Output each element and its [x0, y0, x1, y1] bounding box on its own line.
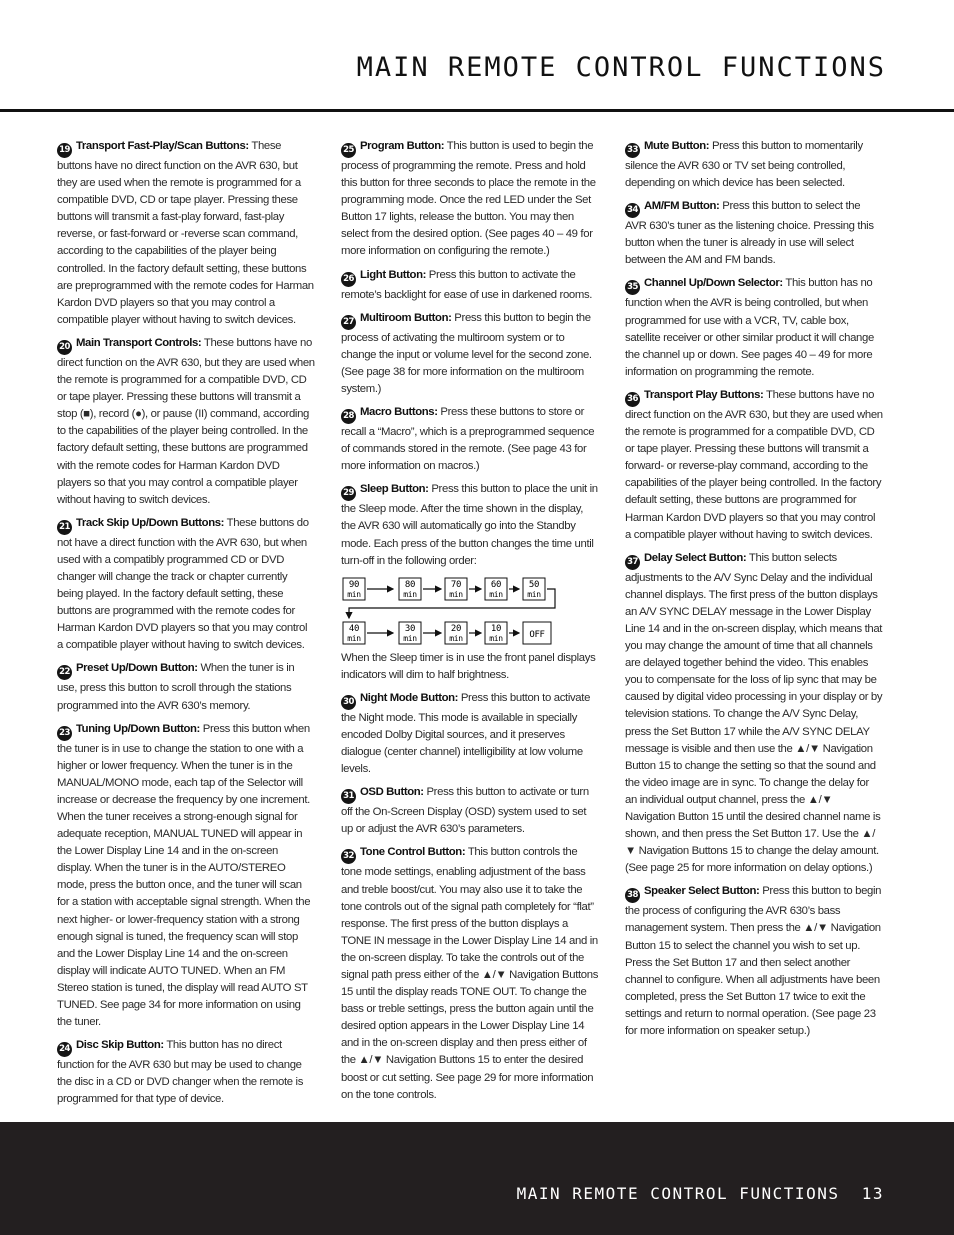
page-title: MAIN REMOTE CONTROL FUNCTIONS — [356, 52, 886, 83]
item-text: These buttons have no direct function on the AVR 630, but they are used when the remote is programmed for a compatible DVD, CD or tape player. Pressing these buttons will transmit a forward- or reverse-play command, according to the capabilities of the player being controlled. In the factory default setting, these buttons are programmed for Harman Kardon DVD players so that you may control a compatible player without having to switch devices. — [625, 388, 883, 541]
footer-title: MAIN REMOTE CONTROL FUNCTIONS — [516, 1184, 840, 1203]
sleep-value-60: 60 — [490, 579, 502, 590]
item-text: Press this button to begin the process of activating the multiroom system or to change the input or volume level for the second zone. (See page 38 for more information on the multiroom system.) — [341, 311, 592, 395]
item-title: Transport Play Buttons: — [644, 388, 764, 401]
number-badge: 22 — [57, 665, 72, 680]
item-36 — [625, 387, 883, 544]
sleep-unit: min — [347, 633, 361, 643]
column-3 — [625, 138, 883, 1046]
item-22 — [57, 660, 315, 714]
sleep-unit: min — [403, 589, 417, 599]
item-text: This button controls the tone mode settings, enabling adjustment of the bass and treble boost/cut. You may also use it to take the tone controls out of the signal path completely for “flat” response. The first press of the button displays a TONE IN message in the Lower Display Line 14 and in the on-screen display. To take the controls out of the signal path press either of the ▲/▼ Navigation Buttons 15 until the display reads TONE OUT. To change the bass or treble settings, press the button again until the desired option appears in the Lower Display Line 14 and in the on-screen display and then press either of the ▲/▼ Navigation Buttons 15 to enter the desired boost or cut setting. See page 29 for more information on the tone controls. — [341, 846, 599, 1101]
item-text: This button has no direct function for the AVR 630 but may be used to change the disc in a CD or DVD changer when the remote is programmed for that type of device. — [57, 1039, 304, 1106]
sleep-value-off: OFF — [529, 629, 545, 640]
number-badge: 19 — [57, 143, 72, 158]
item-text: When the tuner is in use, press this button to scroll through the stations programmed into the AVR 630’s memory. — [57, 662, 295, 712]
number-badge: 27 — [341, 315, 356, 330]
item-28 — [341, 404, 599, 475]
footer-label — [517, 1184, 884, 1203]
item-title: AM/FM Button: — [644, 200, 720, 213]
number-badge: 33 — [625, 143, 640, 158]
item-text: These buttons have no direct function on the AVR 630, but they are used when the remote is programmed for a compatible DVD, CD or tape player. Pressing these buttons will transmit a fast-play forward, fast-play reverse, or fast-forward or -reverse scan command, according to the capabilities of the player being controlled. In the factory default setting, these buttons are preprogrammed with the remote codes for Harman Kardon DVD players so that you may control a compatible player without having to switch devices. — [57, 140, 314, 326]
number-badge: 21 — [57, 520, 72, 535]
item-title: Tuning Up/Down Button: — [76, 722, 200, 735]
item-text: Press this button to activate the Night mode. This mode is available in specially encoded Dolby Digital sources, and it preserves dialogue (center channel) intelligibility at low volume levels. — [341, 691, 591, 776]
sleep-value-30: 30 — [404, 623, 416, 634]
number-badge: 31 — [341, 789, 356, 804]
item-24 — [57, 1037, 315, 1108]
item-27 — [341, 310, 599, 398]
sleep-value-20: 20 — [450, 623, 462, 634]
item-title: Preset Up/Down Button: — [76, 662, 198, 675]
item-title: Light Button: — [360, 268, 426, 281]
number-badge: 35 — [625, 280, 640, 295]
item-text: This button selects adjustments to the A/V Sync Delay and the individual channel displays. The first press of the button displays an A/V SYNC DELAY message in the Lower Display Line 14 and in the on-screen display, which means that you may change the amount of time that all channels are delayed together behind the video. This enables you to compensate for the loss of lip sync that may be caused by digital video processing in your display or by television stations. To change the A/V Sync Delay, press the Set Button 17 while the A/V SYNC DELAY message is visible and then use the ▲/▼ Navigation Button 15 to change the setting so that the sound and the video image are in sync. To change the delay for an individual output channel, press the ▲/▼ Navigation Button 15 until the desired channel name is shown, and then press the Set Button 17. Use the ▲/▼ Navigation Buttons 15 to change the delay amount. (See page 25 for more information on delay options.) — [625, 551, 883, 875]
item-text: Press this button to activate the remote’s backlight for ease of use in darkened rooms. — [341, 268, 593, 301]
item-text-after: When the Sleep timer is in use the front panel displays indicators will dim to half brightness. — [341, 651, 596, 681]
item-title: Delay Select Button: — [644, 551, 747, 564]
sleep-value-40: 40 — [348, 623, 360, 634]
item-title: Tone Control Button: — [360, 846, 466, 859]
number-badge: 26 — [341, 272, 356, 287]
item-20 — [57, 335, 315, 509]
page-number: 13 — [861, 1184, 884, 1203]
item-title: Sleep Button: — [360, 483, 429, 496]
sleep-value-70: 70 — [450, 579, 462, 590]
sleep-timer-diagram — [341, 576, 596, 646]
sleep-value-50: 50 — [528, 579, 540, 590]
item-title: Transport Fast-Play/Scan Buttons: — [76, 140, 249, 152]
number-badge: 32 — [341, 849, 356, 864]
number-badge: 25 — [341, 143, 356, 158]
footer-band — [0, 1122, 954, 1235]
item-title: Macro Buttons: — [360, 406, 438, 419]
item-text: Press this button to place the unit in the Sleep mode. After the time shown in the display, the AVR 630 will automatically go into the Standby mode. Each press of the button changes the time until turn-off in the following order: — [341, 483, 598, 567]
sleep-unit: min — [403, 633, 417, 643]
header-rule — [0, 109, 954, 112]
column-2 — [341, 138, 599, 1110]
number-badge: 30 — [341, 695, 356, 710]
item-34 — [625, 198, 883, 269]
item-text: Press this button to momentarily silence the AVR 630 or TV set being controlled, depending on which device has been selected. — [625, 140, 863, 190]
item-33 — [625, 138, 883, 192]
item-text: Press this button to activate or turn off the On-Screen Display (OSD) system used to set up or adjust the AVR 630’s parameters. — [341, 786, 589, 836]
item-title: Channel Up/Down Selector: — [644, 277, 783, 290]
item-38 — [625, 883, 883, 1040]
item-title: Night Mode Button: — [360, 691, 459, 704]
item-title: Main Transport Controls: — [76, 336, 202, 349]
item-31 — [341, 784, 599, 838]
sleep-unit: min — [489, 589, 503, 599]
column-1 — [57, 138, 315, 1115]
sleep-unit: min — [489, 633, 503, 643]
sleep-unit: min — [347, 589, 361, 599]
item-text: These buttons do not have a direct function with the AVR 630, but when used with a compatibly programmed CD or DVD changer will change the track or chapter currently being played. In the factory default setting, these buttons are programmed with the remote codes for Harman Kardon DVD players so that you may control a compatible player without having to switch devices. — [57, 516, 309, 652]
item-text: This button is used to begin the process of programming the remote. Press and hold this button for three seconds to place the remote in the programming mode. Once the red LED under the Set Button 17 lights, release the button. You may then select from the desired option. (See pages 40 – 49 for more information on configuring the remote.) — [341, 140, 596, 258]
number-badge: 38 — [625, 888, 640, 903]
sleep-unit: min — [527, 589, 541, 599]
item-title: Disc Skip Button: — [76, 1039, 164, 1052]
item-text: This button has no function when the AVR is being controlled, but when programmed for use with a VCR, TV, cable box, satellite receiver or other similar product it will change the channel up or down. See pages 40 – 49 for more information on programming the remote. — [625, 277, 874, 378]
item-26 — [341, 267, 599, 304]
number-badge: 34 — [625, 203, 640, 218]
number-badge: 28 — [341, 409, 356, 424]
item-text: Press this button to select the AVR 630’s tuner as the listening choice. Pressing this button when the tuner is already in use will select between the AM and FM bands. — [625, 200, 874, 267]
item-title: Program Button: — [360, 140, 445, 152]
item-text: These buttons have no direct function on the AVR 630, but they are used when the remote is programmed for a compatible DVD, CD or tape player. Pressing these buttons will transmit a stop (■), record (●), or pause (II) command, according to the capabilities of the player being controlled. In the factory default setting, these buttons are programmed with the remote codes for Harman Kardon DVD players so that you may control a compatible player without having to switch devices. — [57, 336, 315, 506]
sleep-unit: min — [449, 589, 463, 599]
item-21 — [57, 515, 315, 655]
number-badge: 23 — [57, 726, 72, 741]
item-title: OSD Button: — [360, 786, 424, 799]
sleep-value-90: 90 — [348, 579, 360, 590]
item-text: Press these buttons to store or recall a “Macro”, which is a preprogrammed sequence of commands stored in the remote. (See page 43 for more information on macros.) — [341, 406, 595, 473]
item-text: Press this button when the tuner is in use to change the station to one with a higher or lower frequency. When the tuner is in the MANUAL/MONO mode, each tap of the Selector will increase or decrease the frequency by one increment. When the tuner receives a strong-enough signal for adequate reception, MANUAL TUNED will appear in the Lower Display Line 14 and in the on-screen display. When the tuner is in the AUTO/STEREO mode, press the button once, and the tuner will scan for a station with acceptable signal strength. When the next higher- or lower-frequency station with a strong enough signal is tuned, the frequency scan will stop and the Lower Display Line 14 and the on-screen display will indicate AUTO TUNED. When an FM Stereo station is tuned, the display will read AUTO ST TUNED. See page 34 for more information on using the tuner. — [57, 722, 311, 1029]
item-30 — [341, 690, 599, 778]
item-25 — [341, 138, 599, 261]
item-title: Track Skip Up/Down Buttons: — [76, 516, 225, 529]
sleep-unit: min — [449, 633, 463, 643]
number-badge: 29 — [341, 486, 356, 501]
number-badge: 36 — [625, 392, 640, 407]
item-text: Press this button to begin the process of configuring the AVR 630’s bass management system. Then press the ▲/▼ Navigation Button 15 to select the channel you wish to set up. Press the Set Button 17 and then select another channel to configure. When all adjustments have been completed, press the Set Button 17 twice to exit the settings and return to normal operation. (See page 23 for more information on speaker setup.) — [625, 885, 882, 1038]
item-19 — [57, 138, 315, 329]
item-35 — [625, 275, 883, 380]
sleep-value-80: 80 — [404, 579, 416, 590]
item-32 — [341, 844, 599, 1103]
item-29 — [341, 481, 599, 684]
item-title: Mute Button: — [644, 140, 710, 152]
item-title: Multiroom Button: — [360, 311, 452, 324]
number-badge: 20 — [57, 340, 72, 355]
item-23 — [57, 721, 315, 1032]
item-title: Speaker Select Button: — [644, 885, 760, 898]
sleep-value-10: 10 — [490, 623, 502, 634]
item-37 — [625, 550, 883, 878]
number-badge: 24 — [57, 1042, 72, 1057]
number-badge: 37 — [625, 555, 640, 570]
